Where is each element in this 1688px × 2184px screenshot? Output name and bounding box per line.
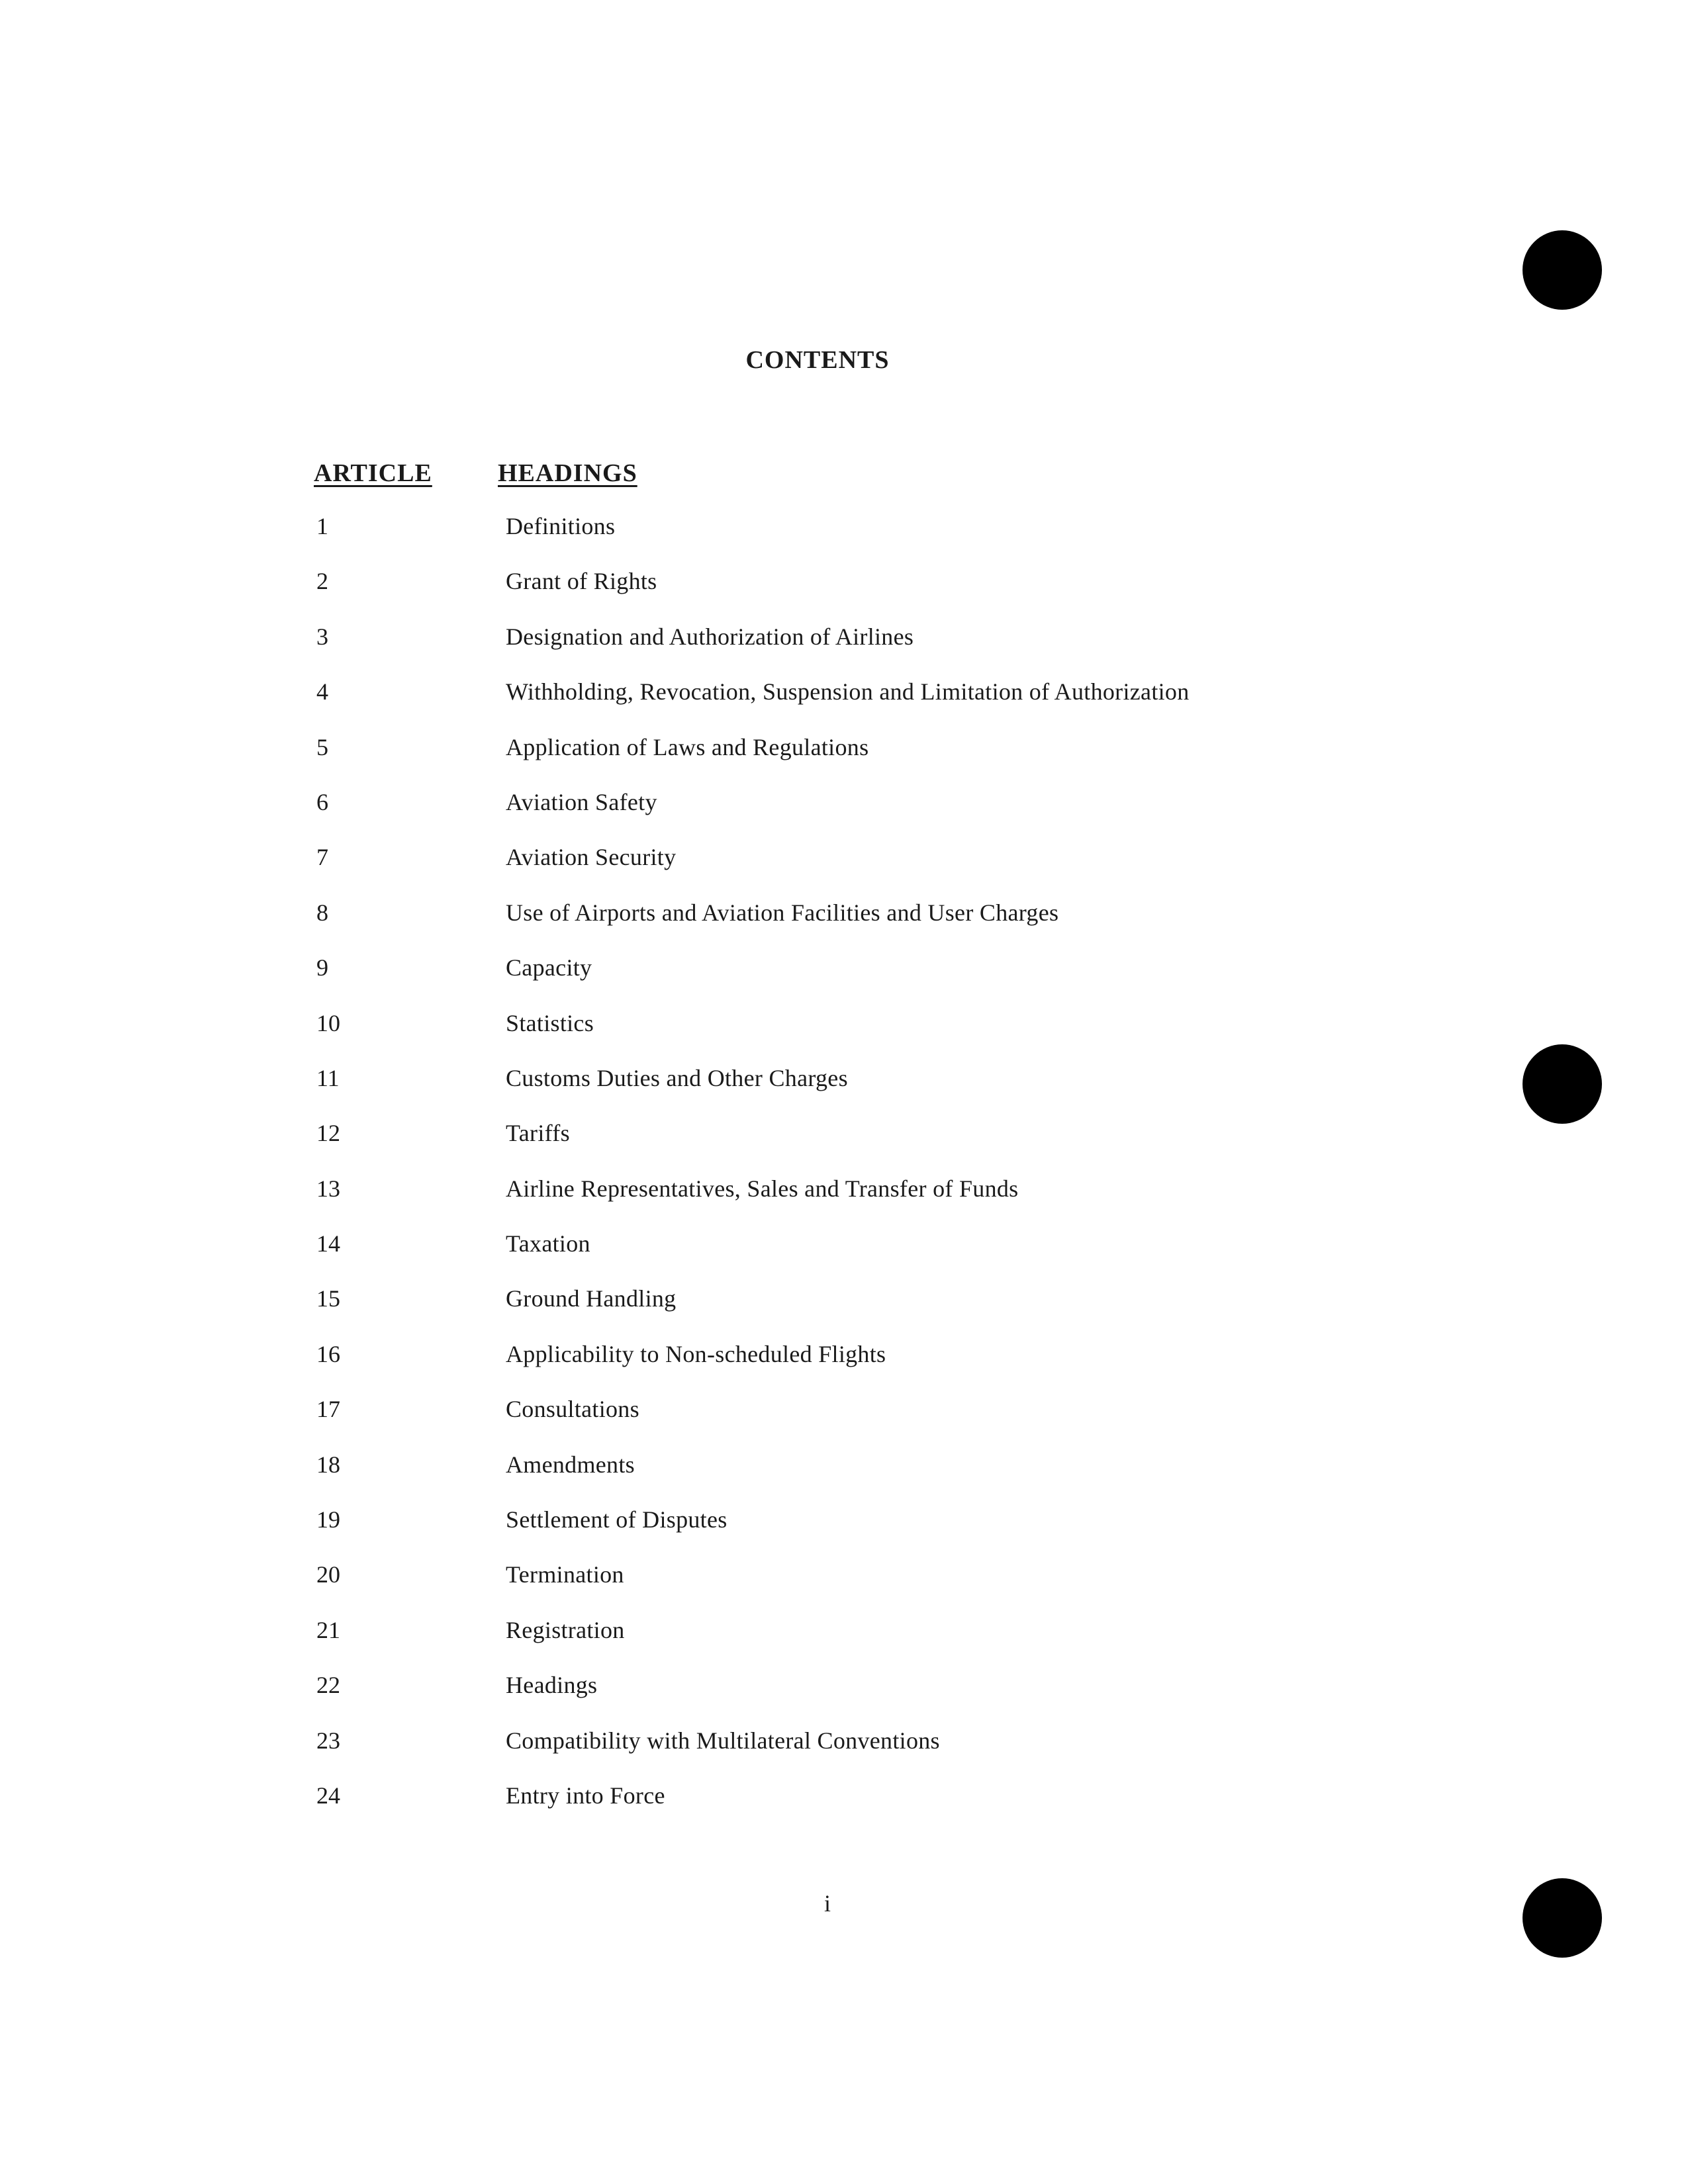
- article-number: 5: [316, 733, 328, 760]
- toc-row: [314, 1671, 1307, 1726]
- article-number: 21: [316, 1616, 340, 1643]
- toc-row: [314, 567, 1307, 622]
- article-heading: Customs Duties and Other Charges: [506, 1064, 848, 1091]
- toc-row: [314, 623, 1307, 678]
- toc-row: [314, 1285, 1307, 1340]
- toc-row: [314, 1395, 1307, 1450]
- toc-row: [314, 1727, 1307, 1782]
- article-number: 1: [316, 513, 328, 539]
- page-title: CONTENTS: [745, 346, 890, 374]
- article-heading: Taxation: [506, 1230, 590, 1257]
- article-number: 22: [316, 1672, 340, 1699]
- article-number: 23: [316, 1727, 340, 1754]
- punch-hole-middle: [1523, 1044, 1602, 1124]
- article-number: 12: [316, 1120, 340, 1147]
- article-number: 18: [316, 1451, 340, 1478]
- article-number: 14: [316, 1230, 340, 1257]
- toc-row: [314, 1616, 1307, 1671]
- toc-row: [314, 1175, 1307, 1230]
- article-number: 6: [316, 788, 328, 815]
- article-heading: Consultations: [506, 1396, 639, 1423]
- article-heading: Headings: [506, 1672, 598, 1699]
- article-number: 17: [316, 1396, 340, 1423]
- article-heading: Statistics: [506, 1009, 594, 1036]
- article-number: 9: [316, 954, 328, 981]
- toc-row: [314, 733, 1307, 788]
- article-heading: Aviation Safety: [506, 788, 657, 815]
- article-heading: Applicability to Non-scheduled Flights: [506, 1340, 886, 1367]
- article-number: 20: [316, 1561, 340, 1588]
- article-heading: Compatibility with Multilateral Conventions: [506, 1727, 940, 1754]
- article-number: 16: [316, 1340, 340, 1367]
- article-number: 10: [316, 1009, 340, 1036]
- article-heading: Grant of Rights: [506, 568, 657, 595]
- toc-row: [314, 1782, 1307, 1837]
- toc-row: [314, 1009, 1307, 1064]
- article-number: 19: [316, 1506, 340, 1533]
- article-heading: Withholding, Revocation, Suspension and Limitation of Authorization: [506, 678, 1190, 705]
- toc-row: [314, 1506, 1307, 1561]
- article-number: 4: [316, 678, 328, 705]
- toc-row: [314, 1340, 1307, 1395]
- article-heading: Registration: [506, 1616, 625, 1643]
- article-heading: Tariffs: [506, 1120, 570, 1147]
- article-heading: Termination: [506, 1561, 624, 1588]
- punch-hole-top: [1523, 230, 1602, 310]
- table-of-contents: [314, 512, 1307, 1837]
- toc-row: [314, 788, 1307, 843]
- toc-row: [314, 1119, 1307, 1174]
- toc-row: [314, 899, 1307, 954]
- article-number: 11: [316, 1064, 340, 1091]
- page-number: i: [823, 1890, 831, 1917]
- article-heading: Settlement of Disputes: [506, 1506, 727, 1533]
- toc-row: [314, 1451, 1307, 1506]
- article-heading: Use of Airports and Aviation Facilities and User Charges: [506, 899, 1059, 926]
- article-number: 8: [316, 899, 328, 926]
- toc-row: [314, 1561, 1307, 1615]
- article-heading: Ground Handling: [506, 1285, 677, 1312]
- article-heading: Entry into Force: [506, 1782, 665, 1809]
- article-number: 7: [316, 844, 328, 871]
- article-heading: Designation and Authorization of Airlines: [506, 623, 914, 650]
- toc-row: [314, 954, 1307, 1009]
- headings-column-header: HEADINGS: [498, 459, 637, 487]
- article-number: 13: [316, 1175, 340, 1202]
- article-heading: Capacity: [506, 954, 592, 981]
- article-number: 15: [316, 1285, 340, 1312]
- article-heading: Definitions: [506, 513, 616, 539]
- toc-row: [314, 512, 1307, 567]
- article-column-header: ARTICLE: [314, 459, 432, 487]
- article-number: 2: [316, 568, 328, 595]
- toc-row: [314, 678, 1307, 733]
- article-heading: Application of Laws and Regulations: [506, 733, 869, 760]
- article-number: 24: [316, 1782, 340, 1809]
- article-number: 3: [316, 623, 328, 650]
- toc-row: [314, 1064, 1307, 1119]
- toc-row: [314, 843, 1307, 898]
- article-heading: Airline Representatives, Sales and Transfer of Funds: [506, 1175, 1019, 1202]
- article-heading: Amendments: [506, 1451, 635, 1478]
- toc-row: [314, 1230, 1307, 1285]
- article-heading: Aviation Security: [506, 844, 677, 871]
